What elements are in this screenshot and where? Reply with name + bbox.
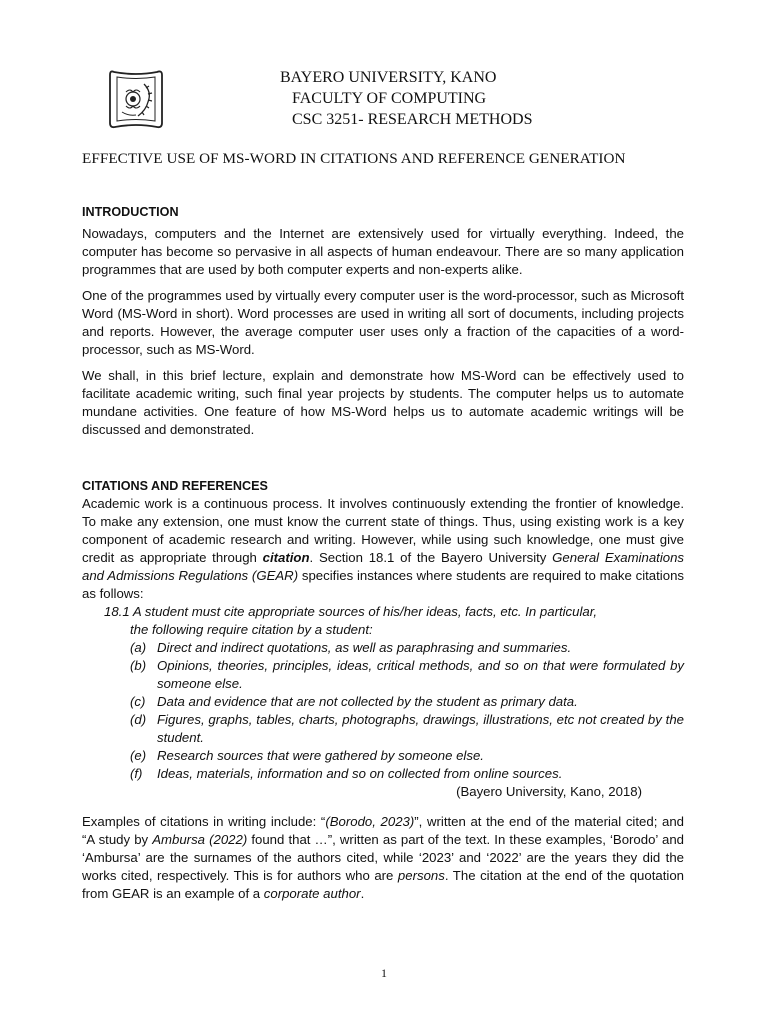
course-title: CSC 3251- RESEARCH METHODS — [292, 111, 533, 128]
university-crest-icon — [106, 66, 166, 132]
page-number: 1 — [381, 966, 387, 980]
citations-paragraph-2: Examples of citations in writing include: “(Borodo, 2023)”, written at the end of the material cited; and “A study by Ambursa (2022) found that …”, written as part of the text. In these examples, ‘Borodo’ and ‘Ambursa’ are the surnames of the authors cited, while ‘2023’ and ‘2022’ are the years they did the works cited, respectively. This is for authors who are persons. The citation at the end of the quotation from GEAR is an example of a corporate author. — [82, 814, 684, 901]
intro-paragraph-2: One of the programmes used by virtually every computer user is the word-processor, such as Microsoft Word (MS-Word in short). Word processes are used in writing all sort of documents, including projects and reports. However, the average computer user uses only a fraction of the capacities of a word-processor, such as MS-Word. — [82, 288, 684, 357]
quote-intro: 18.1 A student must cite appropriate sources of his/her ideas, facts, etc. In particular, — [104, 604, 598, 619]
quote-item: (c) Data and evidence that are not collected by the student as primary data. — [130, 694, 578, 709]
quote-item: (f) Ideas, materials, information and so on collected from online sources. — [130, 766, 563, 781]
quote-item: (a) Direct and indirect quotations, as well as paraphrasing and summaries. — [130, 640, 572, 655]
quote-source: (Bayero University, Kano, 2018) — [456, 784, 642, 799]
intro-paragraph-3: We shall, in this brief lecture, explain and demonstrate how MS-Word can be effectively used to facilitate academic writing, such final year projects by students. The computer helps us to automate mundane activities. One feature of how MS-Word helps us to automate academic writings will be discussed and demonstrated. — [82, 368, 684, 437]
intro-paragraph-1: Nowadays, computers and the Internet are extensively used for virtually everything. Indeed, the computer has become so pervasive in all aspects of human endeavour. There are so many application programmes that are used by both computer experts and non-experts alike. — [82, 226, 684, 277]
quote-intro-continued: the following require citation by a student: — [130, 622, 373, 637]
citations-heading: CITATIONS AND REFERENCES — [82, 479, 268, 493]
university-name: BAYERO UNIVERSITY, KANO — [280, 69, 497, 86]
document-body — [82, 203, 684, 911]
quote-item: (d) Figures, graphs, tables, charts, photographs, drawings, illustrations, etc not created by the student. — [130, 712, 684, 745]
faculty-name: FACULTY OF COMPUTING — [292, 90, 487, 107]
quote-item: (e) Research sources that were gathered by someone else. — [130, 748, 484, 763]
quote-item: (b) Opinions, theories, principles, ideas, critical methods, and so on that were formulated by someone else. — [130, 658, 684, 691]
introduction-heading: INTRODUCTION — [82, 205, 179, 219]
citations-paragraph-1: Academic work is a continuous process. It involves continuously extending the frontier of knowledge. To make any extension, one must know the current state of things. Thus, using existing work is a key component of academic research and writing. However, while using such knowledge, one must give credit as appropriate through citation. Section 18.1 of the Bayero University General Examinations and Admissions Regulations (GEAR) specifies instances where students are required to make citations as follows: — [82, 496, 685, 601]
gear-quotation — [82, 603, 684, 801]
document-title: EFFECTIVE USE OF MS-WORD IN CITATIONS AND REFERENCE GENERATION — [82, 150, 626, 167]
document-header — [280, 67, 532, 130]
